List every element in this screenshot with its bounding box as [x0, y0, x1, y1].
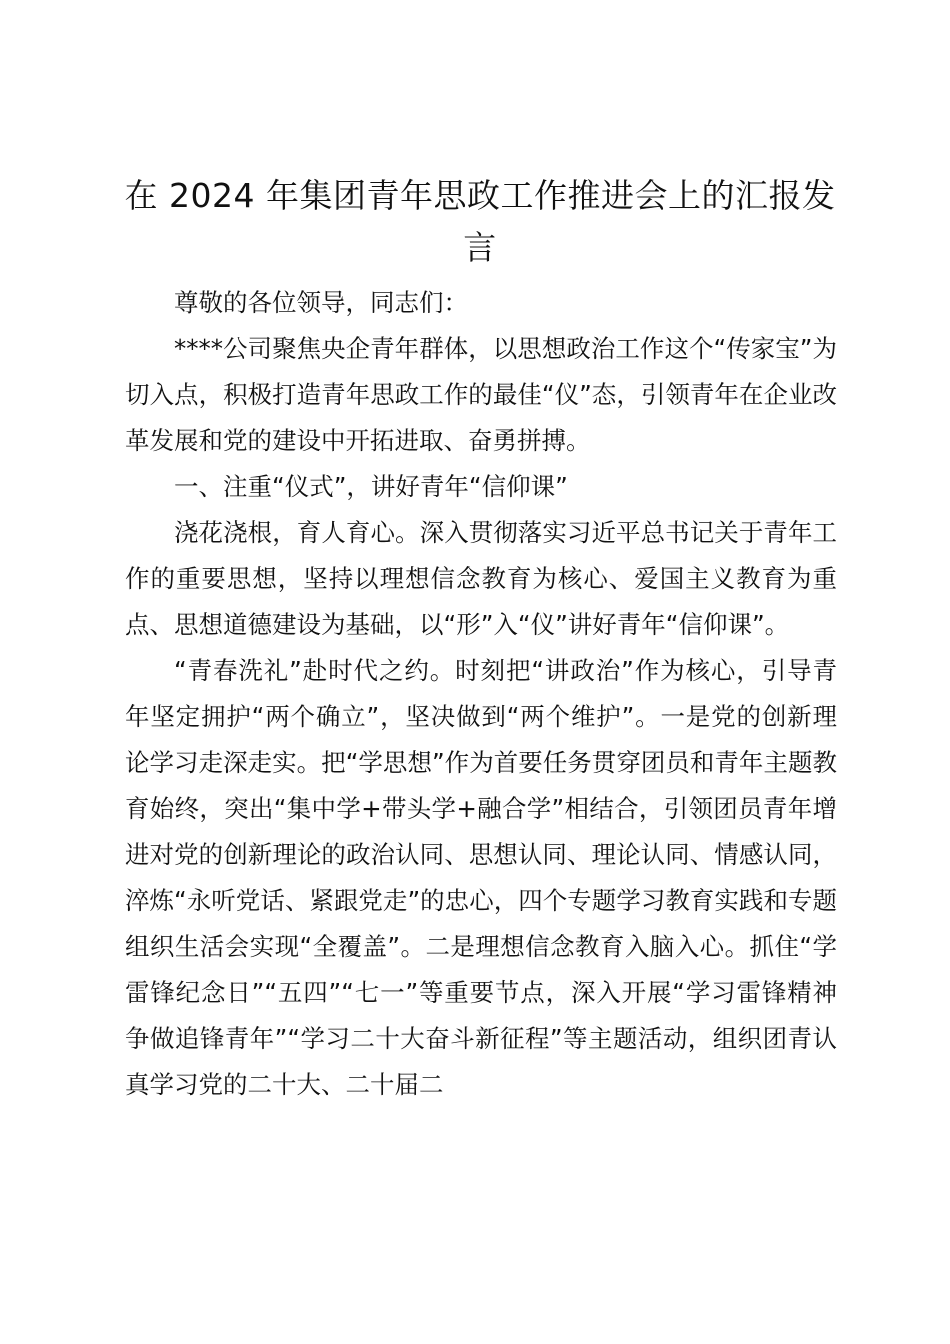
salutation-paragraph: 尊敬的各位领导，同志们： — [174, 288, 468, 317]
section-paragraph: “青春洗礼”赴时代之约。时刻把“讲政治”作为核心，引导青年坚定拥护“两个确立”，坚决做到“两个维护”。一是党的创新理论学习走深走实。把“学思想”作为首要任务贯穿团员和青年主题教育始终，突出“集中学+带头学+融合学”相结合，引领团员青年增进对党的创新理论的政治认同、思想认同、理论认同、情感认同，淬炼“永听党话、紧跟党走”的忠心，四个专题学习教育实践和专题组织生活会实现“全覆盖”。二是理想信念教育入脑入心。抓住“学雷锋纪念日”“五四”“七一”等重要节点，深入开展“学习雷锋精神争做追锋青年”“学习二十大奋斗新征程”等主题活动，组织团青认真学习党的二十大、二十届二 — [125, 656, 837, 1099]
section-heading: 一、注重“仪式”，讲好青年“信仰课” — [174, 472, 568, 501]
document-body — [125, 280, 837, 1108]
document-title: 在 2024 年集团青年思政工作推进会上的汇报发言 — [124, 176, 836, 267]
intro-paragraph: ****公司聚焦央企青年群体，以思想政治工作这个“传家宝”为切入点，积极打造青年思政工作的最佳“仪”态，引领青年在企业改革发展和党的建设中开拓进取、奋勇拼搏。 — [125, 334, 837, 455]
section-paragraph: 浇花浇根，育人育心。深入贯彻落实习近平总书记关于青年工作的重要思想，坚持以理想信念教育为核心、爱国主义教育为重点、思想道德建设为基础，以“形”入“仪”讲好青年“信仰课”。 — [125, 518, 837, 639]
